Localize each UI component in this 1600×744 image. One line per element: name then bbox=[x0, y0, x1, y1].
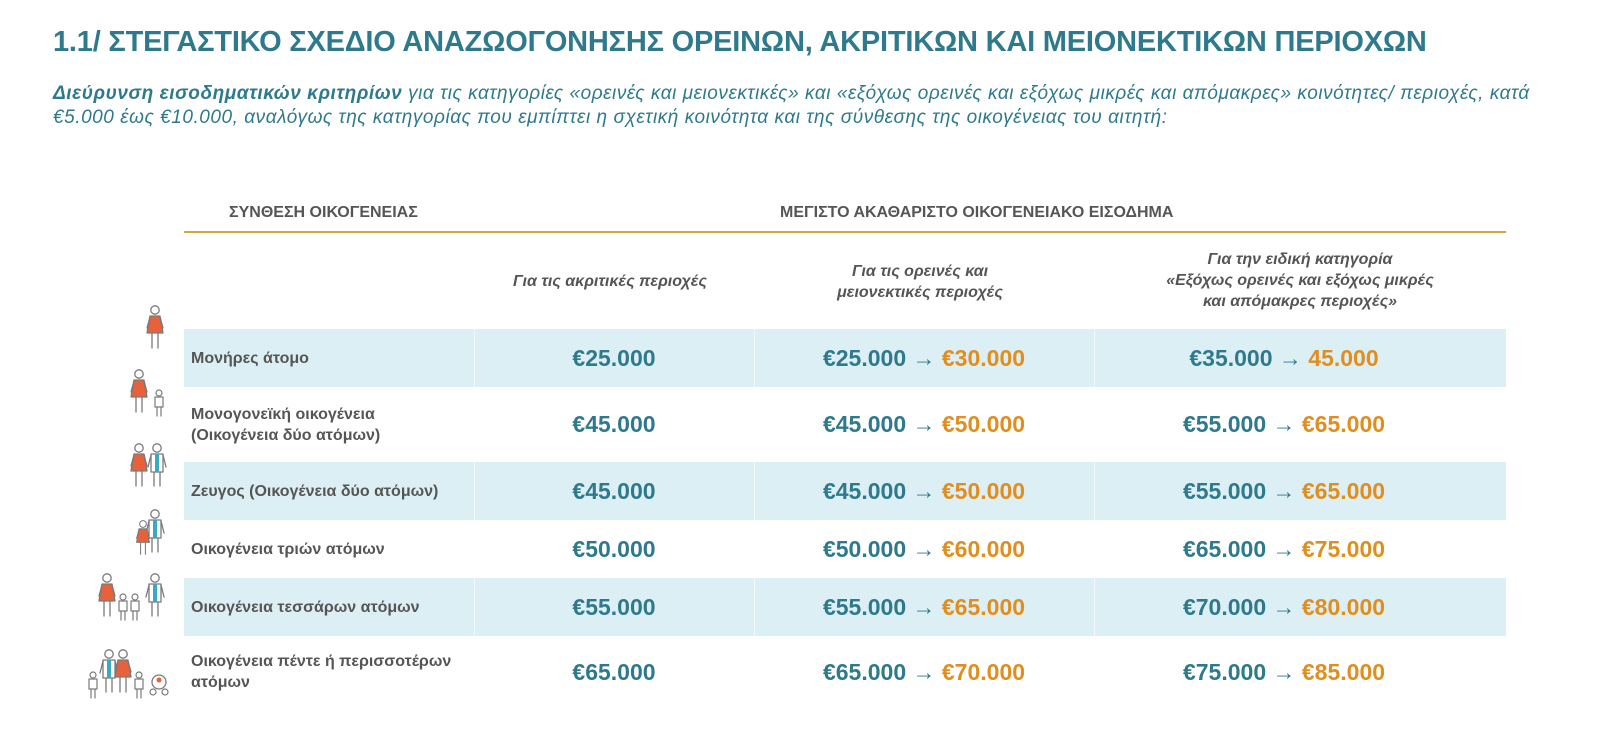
col-header-special-category: Για την ειδική κατηγορία «Εξόχως ορεινές και εξόχως μικρές και απόμακρες περιοχές» bbox=[1166, 251, 1434, 310]
family-composition-header: ΣΥΝΘΕΣΗ ΟΙΚΟΓΕΝΕΙΑΣ bbox=[229, 204, 418, 221]
value-border: €55.000 bbox=[572, 593, 656, 620]
table-row bbox=[184, 636, 1506, 708]
family-five-icon bbox=[86, 644, 172, 704]
value-mountain: €55.000 → €65.000 bbox=[822, 593, 1026, 620]
row-label: Οικογένεια πέντε ή περισσοτέρων ατόμων bbox=[191, 653, 452, 691]
family-four-icon bbox=[92, 570, 170, 626]
row-label: Μονήρες άτομο bbox=[191, 349, 309, 367]
max-income-header: ΜΕΓΙΣΤΟ ΑΚΑΘΑΡΙΣΤΟ ΟΙΚΟΓΕΝΕΙΑΚΟ ΕΙΣΟΔΗΜΑ bbox=[780, 204, 1174, 221]
single-parent-family-icon bbox=[124, 366, 170, 422]
single-person-icon bbox=[140, 302, 170, 358]
value-mountain: €65.000 → €70.000 bbox=[822, 658, 1026, 685]
value-border: €25.000 bbox=[572, 344, 656, 371]
intro-bold: Διεύρυνση εισοδηματικών κριτηρίων bbox=[53, 83, 403, 104]
value-special: €75.000 → €85.000 bbox=[1182, 658, 1386, 685]
value-special: €70.000 → €80.000 bbox=[1182, 593, 1386, 620]
row-label: Μονογονεϊκή οικογένεια (Οικογένεια δύο ατόμων) bbox=[191, 405, 381, 444]
row-label: Οικογένεια τεσσάρων ατόμων bbox=[191, 598, 420, 616]
value-special: €35.000 → 45.000 bbox=[1189, 344, 1379, 371]
header-divider bbox=[184, 231, 1506, 233]
col-header-border-areas: Για τις ακριτικές περιοχές bbox=[513, 273, 707, 290]
value-border: €45.000 bbox=[572, 411, 656, 437]
couple-icon bbox=[124, 440, 170, 496]
value-special: €55.000 → €65.000 bbox=[1182, 477, 1386, 504]
intro-paragraph bbox=[53, 82, 1553, 130]
value-mountain: €45.000 → €50.000 bbox=[822, 411, 1026, 437]
value-special: €65.000 → €75.000 bbox=[1182, 535, 1386, 562]
value-mountain: €25.000 → €30.000 bbox=[822, 344, 1026, 371]
table-row bbox=[184, 578, 1506, 636]
table-row bbox=[184, 329, 1506, 387]
value-border: €50.000 bbox=[572, 535, 656, 562]
intro-text: για τις κατηγορίες «ορεινές και μειονεκτικές» και «εξόχως ορεινές και εξόχως μικρές και απόμακρες» κοινότητες/ περιοχές, κατά €5.000 έως €10.000, αναλόγως της κατηγορίας που εμπίπτει η σχετική κοινότητα και της σύνθεσης της οικογένειας του αιτητή: bbox=[53, 83, 1530, 128]
table-row bbox=[184, 462, 1506, 520]
value-special: €55.000 → €65.000 bbox=[1182, 411, 1386, 437]
table-row bbox=[184, 387, 1506, 462]
col-header-mountain-areas: Για τις ορεινές και μειονεκτικές περιοχές bbox=[837, 263, 1003, 301]
row-label: Ζευγος (Οικογένεια δύο ατόμων) bbox=[191, 482, 439, 500]
row-label: Οικογένεια τριών ατόμων bbox=[191, 540, 385, 558]
page-title: 1.1/ ΣΤΕΓΑΣΤΙΚΟ ΣΧΕΔΙΟ ΑΝΑΖΩΟΓΟΝΗΣΗΣ ΟΡΕΙΝΩΝ, ΑΚΡΙΤΙΚΩΝ ΚΑΙ ΜΕΙΟΝΕΚΤΙΚΩΝ ΠΕΡΙΟΧΩΝ bbox=[53, 26, 1427, 58]
value-border: €45.000 bbox=[572, 477, 656, 504]
value-mountain: €50.000 → €60.000 bbox=[822, 535, 1026, 562]
value-border: €65.000 bbox=[572, 658, 656, 685]
value-mountain: €45.000 → €50.000 bbox=[822, 477, 1026, 504]
table-row bbox=[184, 520, 1506, 578]
family-three-icon bbox=[128, 506, 172, 562]
